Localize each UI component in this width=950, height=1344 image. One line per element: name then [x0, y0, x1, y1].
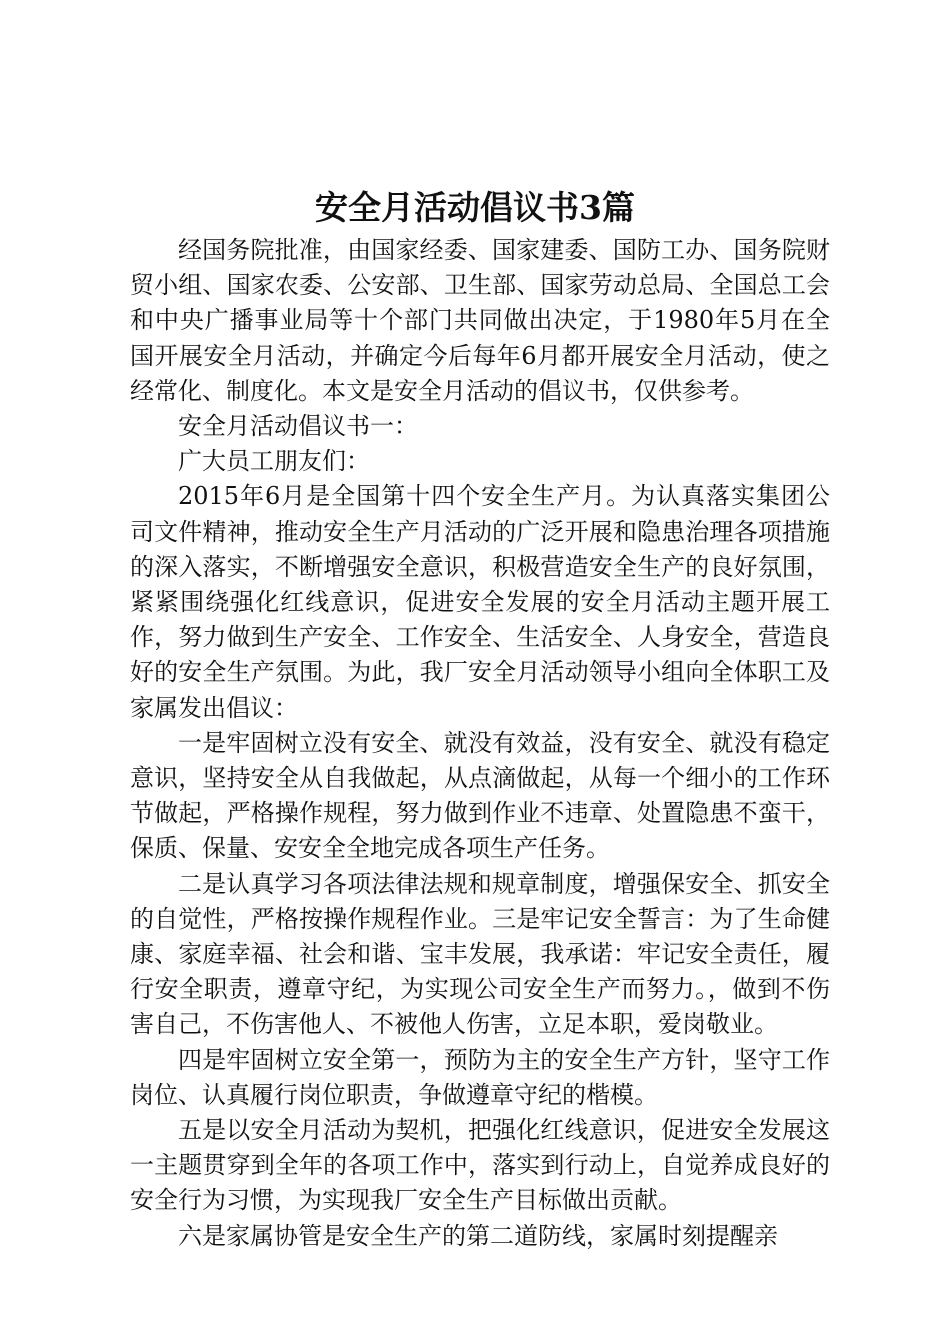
proposal-item-5: 五是以安全月活动为契机，把强化红线意识，促进安全发展这一主题贯穿到全年的各项工作中，落实到行动上，自觉养成良好的安全行为习惯，为实现我厂安全生产目标做出贡献。	[130, 1116, 830, 1215]
salutation: 广大员工朋友们：	[178, 447, 370, 476]
intro-paragraph: 经国务院批准，由国家经委、国家建委、国防工办、国务院财贸小组、国家农委、公安部、卫生部、国家劳动总局、全国总工会和中央广播事业局等十个部门共同做出决定，于1980年5月在全国开展安全月活动，并确定今后每年6月都开展安全月活动，使之经常化、制度化。本文是安全月活动的倡议书，仅供参考。	[130, 236, 830, 405]
document-body	[130, 233, 830, 1254]
proposal-item-6: 六是家属协管是安全生产的第二道防线，家属时刻提醒亲	[178, 1221, 778, 1250]
body-paragraph: 2015年6月是全国第十四个安全生产月。为认真落实集团公司文件精神，推动安全生产月活动的广泛开展和隐患治理各项措施的深入落实，不断增强安全意识，积极营造安全生产的良好氛围，紧紧围绕强化红线意识，促进安全发展的安全月活动主题开展工作，努力做到生产安全、工作安全、生活安全、人身安全，营造良好的安全生产氛围。为此，我厂安全月活动领导小组向全体职工及家属发出倡议：	[130, 482, 830, 722]
proposal-item-1: 一是牢固树立没有安全、就没有效益，没有安全、就没有稳定意识，坚持安全从自我做起，从点滴做起，从每一个细小的工作环节做起，严格操作规程，努力做到作业不违章、处置隐患不蛮干，保质、保量、安安全全地完成各项生产任务。	[130, 728, 830, 863]
section-heading: 安全月活动倡议书一：	[178, 412, 418, 441]
proposal-item-4: 四是牢固树立安全第一，预防为主的安全生产方针，坚守工作岗位、认真履行岗位职责，争做遵章守纪的楷模。	[130, 1045, 830, 1109]
proposal-item-2-3: 二是认真学习各项法律法规和规章制度，增强保安全、抓安全的自觉性，严格按操作规程作业。三是牢记安全誓言：为了生命健康、家庭幸福、社会和谐、宝丰发展，我承诺：牢记安全责任，履行安全职责，遵章守纪，为实现公司安全生产而努力。，做到不伤害自己，不伤害他人、不被他人伤害，立足本职，爱岗敬业。	[130, 869, 830, 1039]
document-title: 安全月活动倡议书3篇	[315, 188, 635, 227]
